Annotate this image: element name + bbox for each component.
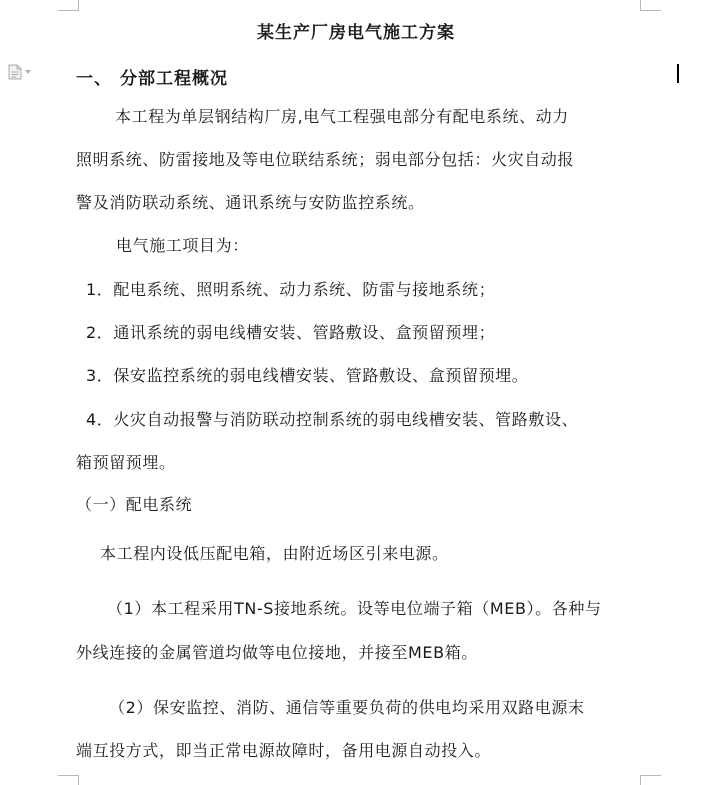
list-item: 3．保安监控系统的弱电线槽安装、管路敷设、盒预留预埋。 bbox=[86, 366, 529, 385]
paragraph-menu-button[interactable] bbox=[8, 64, 36, 80]
paragraph-line: 警及消防联动系统、通讯系统与安防监控系统。 bbox=[76, 193, 425, 212]
page-corner-mark bbox=[58, 0, 79, 11]
document-icon bbox=[8, 64, 22, 80]
chevron-down-icon bbox=[25, 70, 31, 74]
section-heading-text: 分部工程概况 bbox=[120, 69, 228, 89]
paragraph-line: 照明系统、防雷接地及等电位联结系统；弱电部分包括：火灾自动报 bbox=[76, 150, 575, 169]
paragraph-line: 外线连接的金属管道均做等电位接地，并接至MEB箱。 bbox=[76, 643, 478, 662]
page-corner-mark bbox=[58, 775, 79, 785]
subheading: （一）配电系统 bbox=[76, 495, 193, 514]
paragraph-line: 电气施工项目为： bbox=[116, 236, 249, 255]
list-item: 1．配电系统、照明系统、动力系统、防雷与接地系统； bbox=[86, 280, 496, 299]
paragraph-line: （1）本工程采用TN-S接地系统。设等电位端子箱（MEB）。各种与 bbox=[107, 599, 602, 618]
list-item: 箱预留预埋。 bbox=[76, 453, 176, 472]
page-corner-mark bbox=[640, 0, 661, 11]
section-heading-number: 一、 bbox=[76, 69, 112, 89]
paragraph-line: 端互投方式，即当正常电源故障时，备用电源自动投入。 bbox=[76, 741, 492, 760]
section-heading bbox=[76, 64, 228, 89]
paragraph-line: （2）保安监控、消防、通信等重要负荷的供电均采用双路电源末 bbox=[109, 698, 585, 717]
paragraph-line: 本工程内设低压配电箱，由附近场区引来电源。 bbox=[100, 544, 449, 563]
list-item: 4．火灾自动报警与消防联动控制系统的弱电线槽安装、管路敷设、 bbox=[86, 410, 579, 429]
document-title: 某生产厂房电气施工方案 bbox=[257, 23, 455, 43]
paragraph-line: 本工程为单层钢结构厂房,电气工程强电部分有配电系统、动力 bbox=[115, 107, 569, 126]
list-item: 2．通讯系统的弱电线槽安装、管路敷设、盒预留预埋； bbox=[86, 323, 496, 342]
text-cursor bbox=[677, 64, 679, 83]
page-corner-mark bbox=[640, 775, 661, 785]
